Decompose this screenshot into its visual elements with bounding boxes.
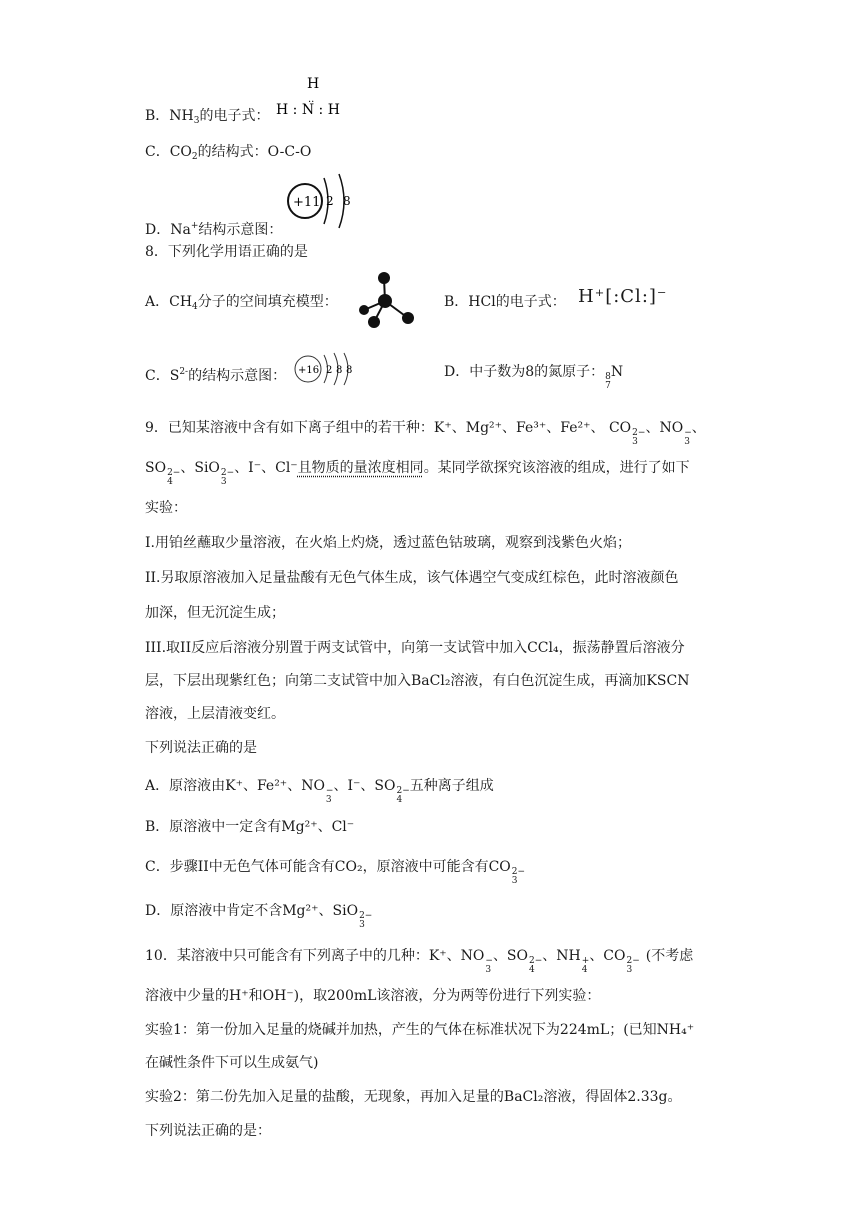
q8-option-c: C．$S^{2-}$的结构示意图： <box>145 367 287 384</box>
q9-option-b: B．原溶液中一定含有Mg²⁺、Cl⁻ <box>145 819 355 835</box>
q9-ask: 下列说法正确的是 <box>145 740 257 756</box>
nh3-electron-formula <box>272 72 352 122</box>
q10-line-3: 实验1：第一份加入足量的烧碱并加热，产生的气体在标准状况下为224mL；(已知NH₄⁺ <box>145 1022 695 1038</box>
q9-step-2a: II.另取原溶液加入足量盐酸有无色气体生成，该气体遇空气变成红棕色，此时溶液颜色 <box>145 570 679 586</box>
s-shell-3: 8 <box>346 365 353 376</box>
q7-option-c: C．$CO_2$的结构式：O-C-O <box>145 144 312 162</box>
nh3-row: H : N : H <box>276 102 340 118</box>
q7-option-d: D．Na+结构示意图： <box>145 221 283 238</box>
q8-option-a: A．$CH_4$分子的空间填充模型： <box>145 294 338 312</box>
s-nucleus: +16 <box>298 365 320 376</box>
q9-line-3: 实验： <box>145 500 187 516</box>
q9-line-1: 9．已知某溶液中含有如下离子组中的若干种：K⁺、Mg²⁺、Fe³⁺、Fe²⁺、 CO 2− 3 、NO − 3 、 <box>145 420 706 447</box>
q9-step-2b: 加深，但无沉淀生成； <box>145 605 285 621</box>
q10-line-6: 下列说法正确的是： <box>145 1123 271 1139</box>
na-shell-1: 2 <box>326 194 334 208</box>
q10-line-2: 溶液中少量的H⁺和OH⁻)，取200mL该溶液，分为两等份进行下列实验： <box>145 988 601 1004</box>
q9-line-2: SO 2− 4 、SiO 2− 3 、I⁻、Cl⁻且物质的量浓度相同。某同学欲探究该溶液的组成，进行了如下 <box>145 460 690 487</box>
q10-line-4: 在碱性条件下可以生成氨气) <box>145 1055 319 1071</box>
q9-step-3b: 层，下层出现紫红色；向第二支试管中加入BaCl₂溶液，有白色沉淀生成，再滴加KSCN <box>145 673 690 689</box>
q9-option-c: C．步骤II中无色气体可能含有CO₂，原溶液中可能含有CO 2− 3 <box>145 859 526 886</box>
q10-line-1: 10．某溶液中只可能含有下列离子中的几种：K⁺、NO − 3 、SO 2− 4 、NH + 4 、CO 2− 3 (不考虑 <box>145 948 694 975</box>
na-nucleus: +11 <box>293 195 321 210</box>
s2-ion-structure-diagram <box>292 352 362 388</box>
q8-option-d: D．中子数为8的氮原子： 8 7 N <box>444 364 624 391</box>
q9-step-3c: 溶液，上层清液变红。 <box>145 706 285 722</box>
q9-option-d: D．原溶液中肯定不含Mg²⁺、SiO 2− 3 <box>145 903 373 930</box>
hcl-electron-formula: H⁺[:Cl:]⁻ <box>578 286 668 307</box>
na-ion-structure-diagram <box>284 172 364 232</box>
nh3-top-h: H <box>307 76 320 92</box>
q9-step-1: I.用铂丝蘸取少量溶液，在火焰上灼烧，透过蓝色钴玻璃，观察到浅紫色火焰； <box>145 535 631 551</box>
q9-step-3a: III.取II反应后溶液分别置于两支试管中，向第一支试管中加入CCl₄，振荡静置后溶液分 <box>145 640 685 656</box>
q10-line-5: 实验2：第二份先加入足量的盐酸，无现象，再加入足量的BaCl₂溶液，得固体2.33g。 <box>145 1089 682 1105</box>
svg-text:..: .. <box>308 94 315 105</box>
q7-option-b: B．$NH_3$的电子式： <box>145 108 270 126</box>
q9-option-a: A．原溶液由K⁺、Fe²⁺、NO − 3 、I⁻、SO 2− 4 五种离子组成 <box>145 778 494 805</box>
q8-option-b: B．HCl的电子式： <box>444 294 566 310</box>
q8-stem: 8．下列化学用语正确的是 <box>145 244 308 260</box>
s-shell-1: 2 <box>326 365 333 376</box>
na-shell-2: 8 <box>343 194 351 208</box>
ch4-space-model <box>356 268 422 330</box>
s-shell-2: 8 <box>336 365 343 376</box>
